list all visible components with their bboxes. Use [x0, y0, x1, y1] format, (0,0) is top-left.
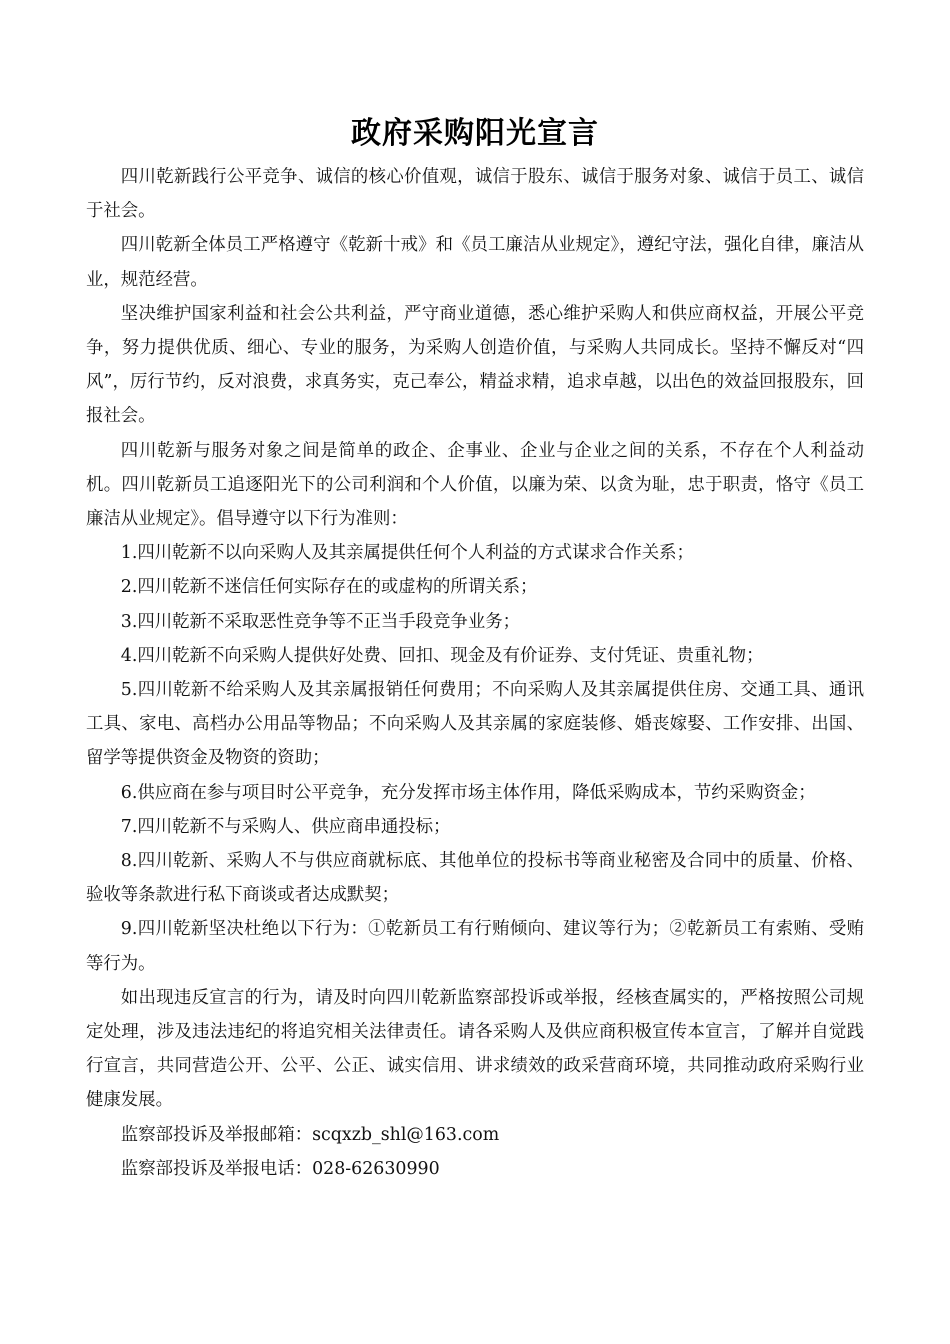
rule-item-6: 6.供应商在参与项目时公平竞争，充分发挥市场主体作用，降低采购成本，节约采购资金； — [120, 782, 816, 803]
contact-phone: 监察部投诉及举报电话：028-62630990 — [120, 1158, 440, 1179]
rule-item-8: 8.四川乾新、采购人不与供应商就标底、其他单位的投标书等商业秘密及合同中的质量、价格、验收等条款进行私下商谈或者达成默契； — [86, 851, 864, 906]
paragraph-employee-conduct: 四川乾新全体员工严格遵守《乾新十戒》和《员工廉洁从业规定》，遵纪守法，强化自律，廉洁从业，规范经营。 — [86, 235, 864, 290]
paragraph-core-values: 四川乾新践行公平竞争、诚信的核心价值观，诚信于股东、诚信于服务对象、诚信于员工、诚信于社会。 — [86, 167, 864, 222]
rule-item-7: 7.四川乾新不与采购人、供应商串通投标； — [120, 816, 451, 837]
document-title: 政府采购阳光宣言 — [351, 116, 599, 151]
paragraph-reporting: 如出现违反宣言的行为，请及时向四川乾新监察部投诉或举报，经核查属实的，严格按照公司规定处理，涉及违法违纪的将追究相关法律责任。请各采购人及供应商积极宣传本宣言，了解并自觉践行宣言，共同营造公开、公平、公正、诚实信用、讲求绩效的政采营商环境，共同推动政府采购行业健康发展。 — [86, 987, 864, 1111]
rule-item-4: 4.四川乾新不向采购人提供好处费、回扣、现金及有价证券、支付凭证、贵重礼物； — [120, 645, 764, 666]
paragraph-relationship: 四川乾新与服务对象之间是简单的政企、企事业、企业与企业之间的关系，不存在个人利益动机。四川乾新员工追逐阳光下的公司利润和个人价值，以廉为荣、以贪为耻，忠于职责，恪守《员工廉洁从业规定》。倡导遵守以下行为准则： — [86, 440, 864, 530]
rule-item-2: 2.四川乾新不迷信任何实际存在的或虚构的所谓关系； — [120, 577, 538, 598]
contact-email: 监察部投诉及举报邮箱：scqxzb_shl@163.com — [120, 1124, 500, 1145]
rule-item-1: 1.四川乾新不以向采购人及其亲属提供任何个人利益的方式谋求合作关系； — [120, 543, 694, 564]
document-body — [86, 160, 864, 1186]
rule-item-5: 5.四川乾新不给采购人及其亲属报销任何费用；不向采购人及其亲属提供住房、交通工具、通讯工具、家电、高档办公用品等物品；不向采购人及其亲属的家庭装修、婚丧嫁娶、工作安排、出国、留学等提供资金及物资的资助； — [86, 680, 864, 769]
rule-item-9: 9.四川乾新坚决杜绝以下行为：①乾新员工有行贿倾向、建议等行为；②乾新员工有索贿、受贿等行为。 — [86, 919, 864, 974]
paragraph-public-interest: 坚决维护国家利益和社会公共利益，严守商业道德，悉心维护采购人和供应商权益，开展公平竞争，努力提供优质、细心、专业的服务，为采购人创造价值，与采购人共同成长。坚持不懈反对“四风”，厉行节约，反对浪费，求真务实，克己奉公，精益求精，追求卓越，以出色的效益回报股东，回报社会。 — [86, 303, 864, 427]
rule-item-3: 3.四川乾新不采取恶性竞争等不正当手段竞争业务； — [120, 611, 520, 632]
